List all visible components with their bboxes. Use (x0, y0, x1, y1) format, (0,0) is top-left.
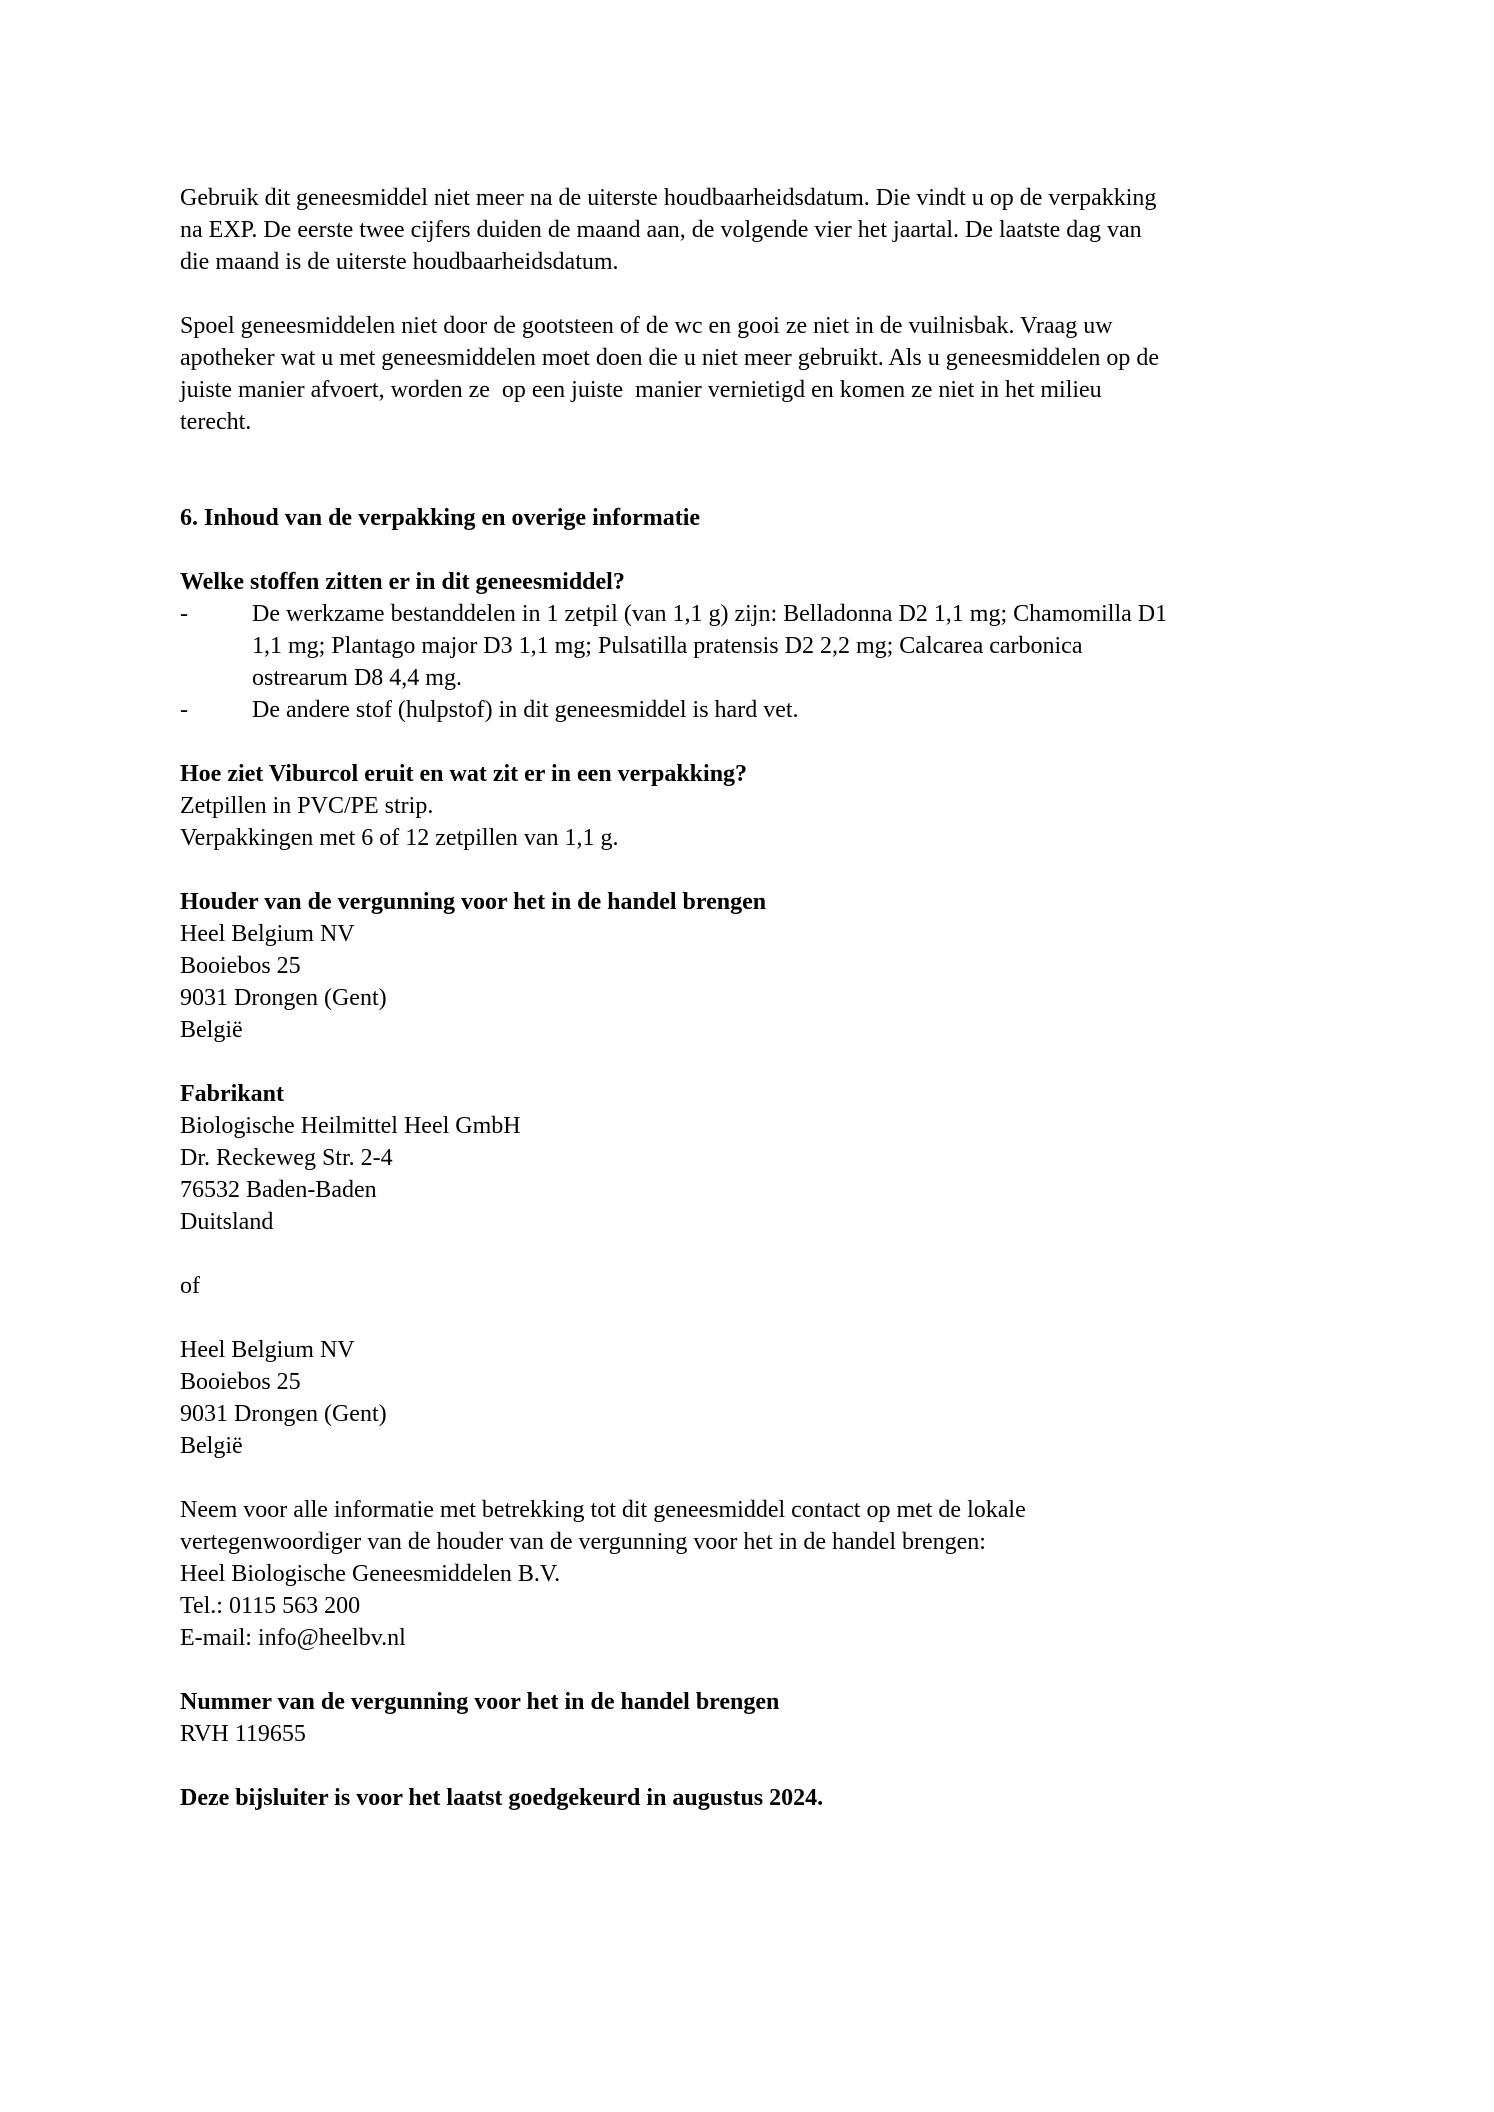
substances-bullet-active (180, 598, 1354, 694)
local-representative-block (180, 1494, 1354, 1654)
paragraph-disposal-line: apotheker wat u met geneesmiddelen moet doen die u niet meer gebruikt. Als u geneesmiddelen op de (180, 345, 1160, 371)
paragraph-disposal-line: juiste manier afvoert, worden ze op een juiste manier vernietigd en komen ze niet in het milieu (180, 377, 1102, 403)
local-representative-intro-line: Neem voor alle informatie met betrekking tot dit geneesmiddel contact op met de lokale (180, 1497, 1026, 1523)
paragraph-expiry-line: Gebruik dit geneesmiddel niet meer na de uiterste houdbaarheidsdatum. Die vindt u op de verpakking (180, 185, 1157, 211)
local-representative-intro-line: vertegenwoordiger van de houder van de vergunning voor het in de handel brengen: (180, 1529, 986, 1555)
manufacturer-country: Duitsland (180, 1209, 274, 1235)
mah-company: Heel Belgium NV (180, 921, 355, 947)
local-representative-phone: Tel.: 0115 563 200 (180, 1593, 361, 1619)
substances-bullet-active-line: ostrearum D8 4,4 mg. (252, 665, 462, 691)
registration-heading: Nummer van de vergunning voor het in de handel brengen (180, 1689, 780, 1715)
local-representative-company: Heel Biologische Geneesmiddelen B.V. (180, 1561, 561, 1587)
mah-country: België (180, 1017, 243, 1043)
paragraph-expiry-line: die maand is de uiterste houdbaarheidsdatum. (180, 249, 619, 275)
paragraph-disposal-line: Spoel geneesmiddelen niet door de gootsteen of de wc en gooi ze niet in de vuilnisbak. Vraag uw (180, 313, 1113, 339)
manufacturer-street: Dr. Reckeweg Str. 2-4 (180, 1145, 393, 1171)
section-6-heading: 6. Inhoud van de verpakking en overige informatie (180, 505, 701, 531)
or-label: of (180, 1273, 200, 1299)
mah-city: 9031 Drongen (Gent) (180, 985, 387, 1011)
paragraph-expiry (180, 182, 1354, 278)
manufacturer-alt-country: België (180, 1433, 243, 1459)
bullet-dash-marker: - (180, 697, 188, 723)
mah-street: Booiebos 25 (180, 953, 301, 979)
substances-bullet-active-line: 1,1 mg; Plantago major D3 1,1 mg; Pulsatilla pratensis D2 2,2 mg; Calcarea carbonica (252, 633, 1083, 659)
substances-bullet-excipient (180, 694, 1354, 726)
manufacturer-alt-street: Booiebos 25 (180, 1369, 301, 1395)
bullet-dash-marker: - (180, 601, 188, 627)
approval-statement: Deze bijsluiter is voor het laatst goedgekeurd in augustus 2024. (180, 1785, 824, 1811)
substances-bullet-active-text (252, 598, 1354, 694)
manufacturer-city: 76532 Baden-Baden (180, 1177, 377, 1203)
appearance-heading: Hoe ziet Viburcol eruit en wat zit er in een verpakking? (180, 761, 748, 787)
manufacturer-heading: Fabrikant (180, 1081, 285, 1107)
paragraph-disposal (180, 310, 1354, 438)
manufacturer-alt-company: Heel Belgium NV (180, 1337, 355, 1363)
appearance-line: Zetpillen in PVC/PE strip. (180, 793, 434, 819)
appearance-line: Verpakkingen met 6 of 12 zetpillen van 1,1 g. (180, 825, 619, 851)
manufacturer-company: Biologische Heilmittel Heel GmbH (180, 1113, 521, 1139)
substances-bullet-active-line: De werkzame bestanddelen in 1 zetpil (van 1,1 g) zijn: Belladonna D2 1,1 mg; Chamomilla D1 (252, 601, 1168, 627)
mah-heading: Houder van de vergunning voor het in de handel brengen (180, 889, 767, 915)
manufacturer-alt-block (180, 1334, 1354, 1462)
manufacturer-alt-city: 9031 Drongen (Gent) (180, 1401, 387, 1427)
registration-number: RVH 119655 (180, 1721, 306, 1747)
local-representative-email: E-mail: info@heelbv.nl (180, 1625, 406, 1651)
substances-heading: Welke stoffen zitten er in dit geneesmiddel? (180, 569, 625, 595)
substances-bullet-excipient-text: De andere stof (hulpstof) in dit geneesmiddel is hard vet. (252, 697, 799, 723)
paragraph-expiry-line: na EXP. De eerste twee cijfers duiden de maand aan, de volgende vier het jaartal. De laatste dag van (180, 217, 1142, 243)
paragraph-disposal-line: terecht. (180, 409, 252, 435)
